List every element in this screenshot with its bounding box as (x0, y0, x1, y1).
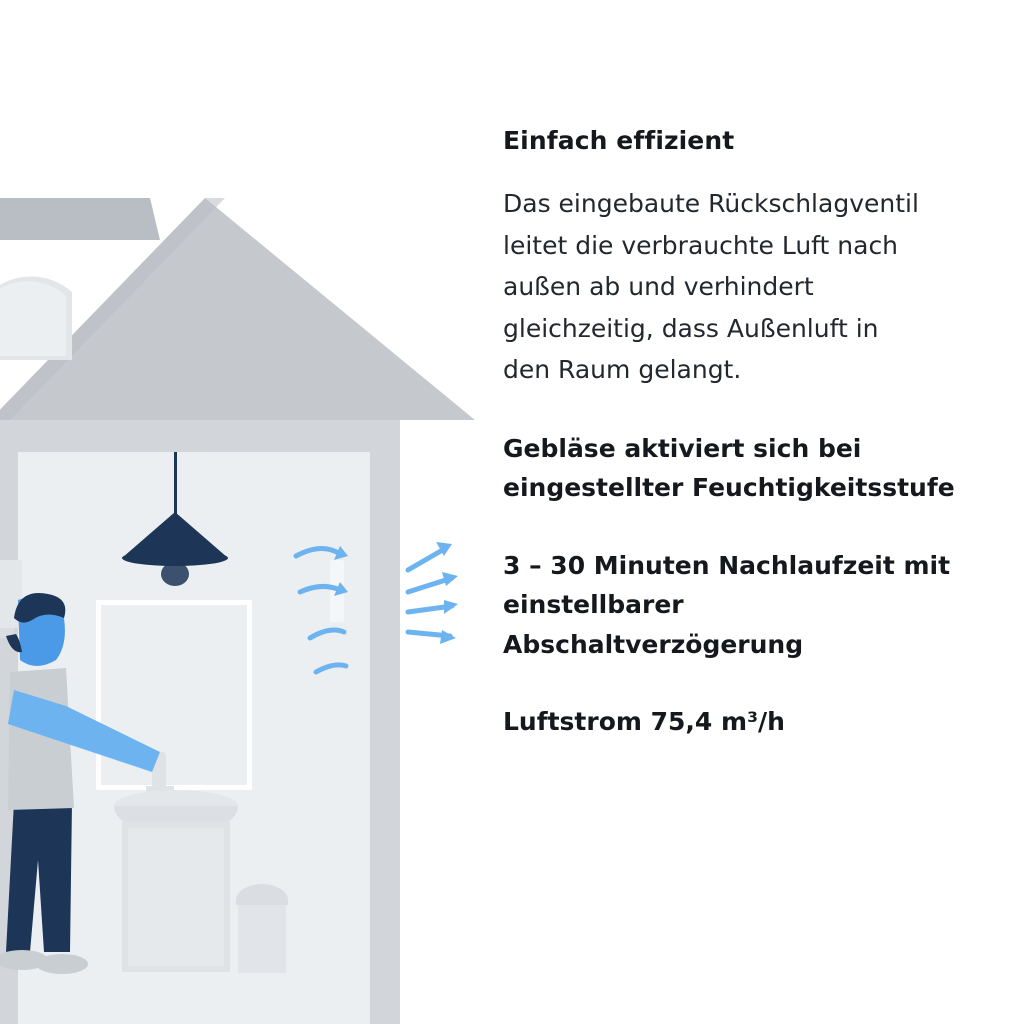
bathroom-mirror (96, 600, 252, 790)
house-cutaway-illustration (0, 0, 500, 1024)
illustration-container (0, 0, 500, 1024)
attic-window (0, 277, 72, 360)
wall-fixture (0, 560, 22, 638)
feature-item-runtime: 3 – 30 Minuten Nachlaufzeit mit einstellbarer Abschaltverzögerung (503, 550, 951, 659)
feature-item-humidity: Gebläse aktiviert sich bei eingestellter Feuchtigkeitsstufe (503, 433, 955, 502)
feature-text-column (503, 125, 1003, 742)
trash-bin (236, 884, 288, 973)
description-paragraph: Das eingebaute Rückschlagventil leitet die verbrauchte Luft nach außen ab und verhindert gleichzeitig, dass Außenluft in den Raum gelangt. (503, 189, 919, 384)
airflow-arrowheads-outside (436, 542, 458, 644)
airflow-arrows-outside (408, 548, 452, 636)
feature-item-airflow: Luftstrom 75,4 m³/h (503, 707, 785, 736)
section-heading: Einfach effizient (503, 126, 735, 155)
